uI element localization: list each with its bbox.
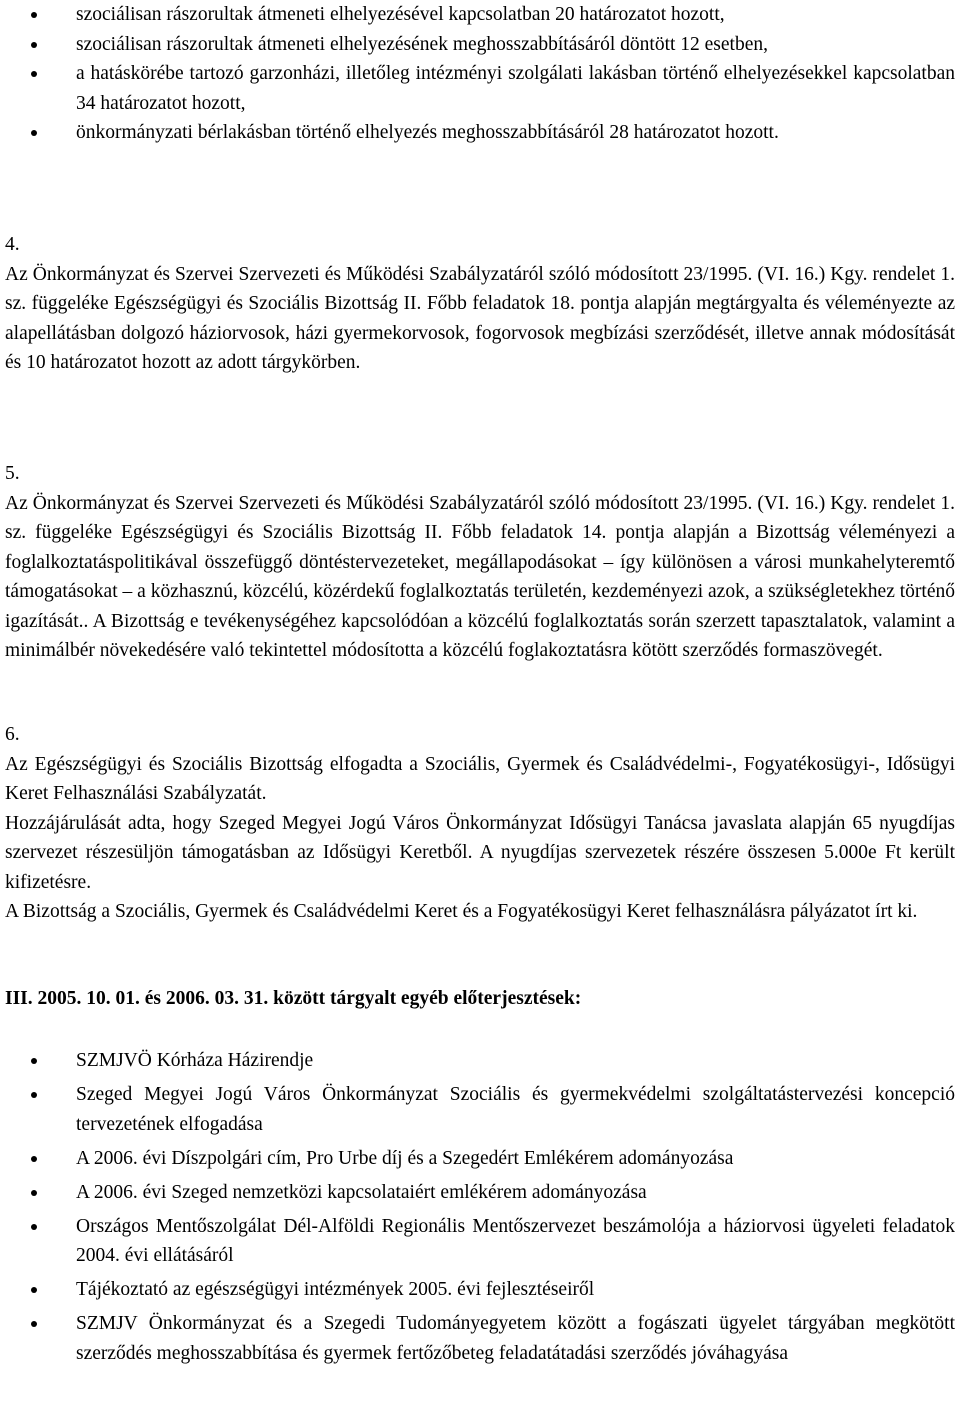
section-4 — [5, 230, 955, 378]
list-item-text: szociálisan rászorultak átmeneti elhelyezésével kapcsolatban 20 határozatot hozott, — [76, 4, 725, 25]
list-item-text: Tájékoztató az egészségügyi intézmények 2005. évi fejlesztéseiről — [76, 1279, 595, 1300]
section-paragraph: Az Egészségügyi és Szociális Bizottság elfogadta a Szociális, Gyermek és Családvédelmi-, Fogyatékosügyi-, Idősügyi Keret Felhasználási Szabályzatát. — [5, 753, 955, 804]
list-item-text: A 2006. évi Szeged nemzetközi kapcsolataiért emlékérem adományozása — [76, 1181, 647, 1203]
list-item — [0, 118, 960, 148]
bullet-icon — [31, 71, 37, 77]
section-paragraph: A Bizottság a Szociális, Gyermek és Családvédelmi Keret és a Fogyatékosügyi Keret felhasználásra pályázatot írt ki. — [5, 901, 918, 922]
list-item-text: Szeged Megyei Jogú Város Önkormányzat Szociális és gyermekvédelmi szolgáltatástervezési koncepció tervezetének elfogadása — [76, 1084, 955, 1135]
section-number: 5. — [5, 463, 20, 484]
bullet-icon — [31, 1190, 37, 1196]
bullet-icon — [31, 1058, 37, 1064]
section-6 — [5, 720, 955, 927]
list-item — [0, 1080, 960, 1139]
bullet-icon — [31, 1287, 37, 1293]
list-item — [0, 1178, 960, 1208]
top-bullet-list — [0, 0, 960, 148]
list-item — [0, 1212, 960, 1271]
list-item-text: SZMJVÖ Kórháza Házirendje — [76, 1050, 314, 1071]
section-number: 6. — [5, 724, 20, 745]
bullet-icon — [31, 1321, 37, 1327]
section-paragraph: Az Önkormányzat és Szervei Szervezeti és Működési Szabályzatáról szóló módosított 23/1995. (VI. 16.) Kgy. rendelet 1. sz. függeléke Egészségügyi és Szociális Bizottság II. Főbb feladatok 14. pontja alapján a Bizottság véleményezi a foglalkoztatáspolitikával összefüggő döntéstervezeteket, megállapodásokat – így különösen a városi munkahelyteremtő támogatásokat – a közhasznú, közcélú, közérdekű foglalkoztatás területén, kezdeményezi azok, a szükségletekhez történő igazítását.. A Bizottság e tevékenységéhez kapcsolódóan a közcélú foglalkoztatás során szerzett tapasztalatok, valamint a minimálbér növekedésére való tekintettel módosította a közcélú foglakoztatásra kötött szerződés formaszövegét. — [5, 492, 955, 661]
list-item-text: Országos Mentőszolgálat Dél-Alföldi Regionális Mentőszervezet beszámolója a háziorvosi ügyeleti feladatok 2004. évi ellátásáról — [76, 1215, 955, 1266]
bullet-icon — [31, 1224, 37, 1230]
bullet-icon — [31, 1156, 37, 1162]
list-item-text: szociálisan rászorultak átmeneti elhelyezésének meghosszabbításáról döntött 12 esetben, — [76, 33, 769, 55]
bullet-icon — [31, 42, 37, 48]
list-item-text: SZMJV Önkormányzat és a Szegedi Tudományegyetem között a fogászati ügyelet tárgyában megkötött szerződés meghosszabbítása és gyermek fertőzőbeteg feladatátadási szerződés jóváhagyása — [76, 1313, 955, 1364]
list-item — [0, 30, 960, 60]
bottom-bullet-list — [0, 1046, 960, 1373]
section-number: 4. — [5, 234, 20, 255]
bullet-icon — [31, 1092, 37, 1098]
section-paragraph: Hozzájárulását adta, hogy Szeged Megyei Jogú Város Önkormányzat Idősügyi Tanácsa javaslata alapján 65 nyugdíjas szervezet részesüljön támogatásban az Idősügyi Keretből. A nyugdíjas szervezetek részére összesen 5.000e Ft került kifizetésre. — [5, 812, 955, 893]
list-item-text: a hatáskörébe tartozó garzonházi, illetőleg intézményi szolgálati lakásban történő elhelyezésekkel kapcsolatban 34 határozatot hozott, — [76, 63, 955, 114]
section-5 — [5, 459, 955, 666]
bullet-icon — [31, 130, 37, 136]
section-heading: III. 2005. 10. 01. és 2006. 03. 31. között tárgyalt egyéb előterjesztések: — [5, 988, 582, 1009]
list-item — [0, 59, 960, 118]
list-item-text: A 2006. évi Díszpolgári cím, Pro Urbe díj és a Szegedért Emlékérem adományozása — [76, 1147, 734, 1169]
list-item — [0, 1275, 960, 1305]
list-item — [0, 1046, 960, 1076]
list-item — [0, 0, 960, 30]
list-item — [0, 1309, 960, 1368]
list-item-text: önkormányzati bérlakásban történő elhelyezés meghosszabbításáról 28 határozatot hozott. — [76, 122, 779, 143]
list-item — [0, 1144, 960, 1174]
bullet-icon — [31, 12, 37, 18]
section-paragraph: Az Önkormányzat és Szervei Szervezeti és Működési Szabályzatáról szóló módosított 23/1995. (VI. 16.) Kgy. rendelet 1. sz. függeléke Egészségügyi és Szociális Bizottság II. Főbb feladatok 18. pontja alapján megtárgyalta és véleményezte az alapellátásban dolgozó háziorvosok, házi gyermekorvosok, fogorvosok megbízási szerződését, illetve annak módosítását és 10 határozatot hozott az adott tárgykörben. — [5, 263, 955, 373]
